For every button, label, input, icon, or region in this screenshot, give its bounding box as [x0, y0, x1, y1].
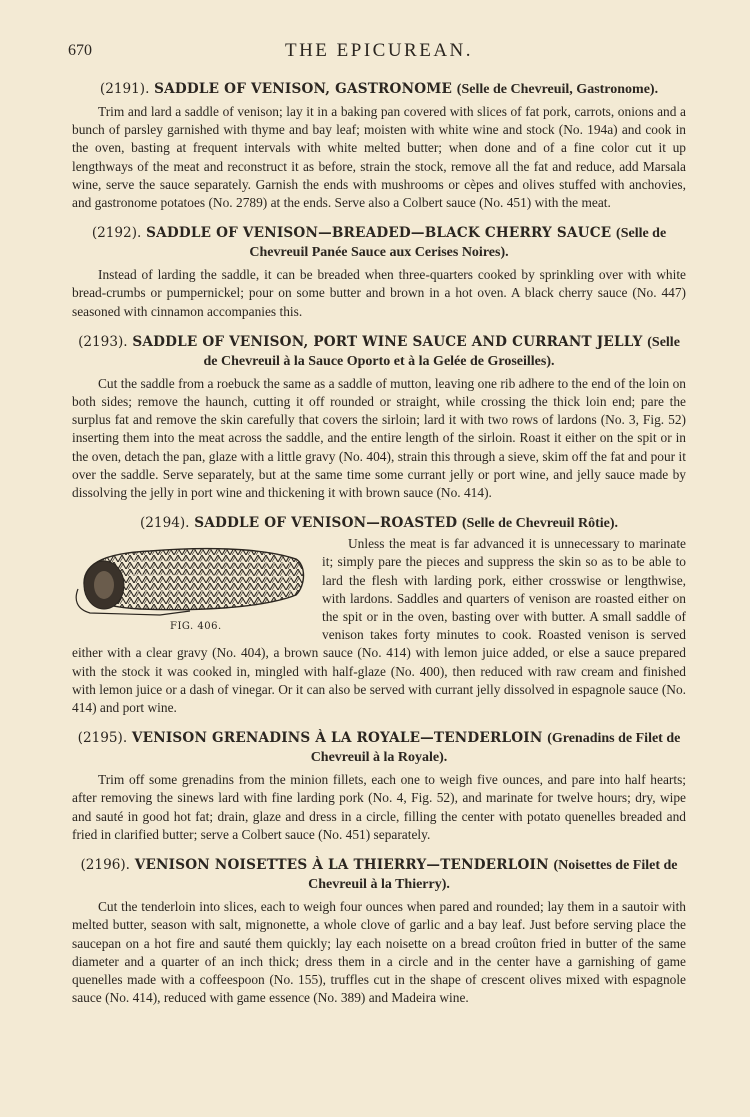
recipe-heading [72, 224, 686, 262]
recipe-body: Cut the tenderloin into slices, each to weigh four ounces when pared and rounded; lay them in a sautoir with melted butter, season with salt, mignonette, a whole clove of garlic and a bay leaf. Just before serving place the saucepan on a hot fire and sauté them quickly; lay each noisette on a bread croûton fried in butter of the same diameter and a quarter of an inch thick; dress them in a circle and in the center have a garnishing of game quenelles made with a coffeespoon (No. 155), truffles cut in the shape of crescent olives mixed with espagnole sauce (No. 414), reduced with game essence (No. 389) and Madeira wine. [72, 899, 686, 1006]
recipe-number: (2191). [99, 81, 150, 97]
recipe-number: (2194). [139, 515, 190, 532]
recipe-body: Unless the meat is far advanced it is unnecessary to marinate it; simply pare the pieces and suppress the skin so as to be able to lard the flesh with larding pork, either crosswise or lengthwise, with lardons. Saddles and quarters of venison are roasted either on the spit or in the oven, basting over with butter. A small saddle of venison takes forty minutes to cook. Roasted venison is served either with a clear gravy (No. 404), a brown sauce (No. 414) with lemon juice added, or else a sauce prepared with the stock it was cooked in, mingled with half-glaze (No. 400), then reduced with raw cream and finished with lemon juice or a dash of vinegar. Or it can also be served with currant jelly dissolved in espagnole sauce (No. 414) and port wine. [72, 536, 686, 716]
recipe-french-title: (Noisettes de Filet de Chevreuil à la Thierry). [308, 858, 678, 893]
recipe-2192 [72, 224, 686, 321]
recipe-heading [72, 856, 686, 894]
recipe-number: (2195). [77, 730, 128, 747]
recipe-heading [72, 514, 686, 533]
recipe-number: (2192). [91, 225, 142, 242]
page-number: 670 [68, 42, 92, 59]
recipe-2196 [72, 856, 686, 1007]
recipe-2194 [72, 514, 686, 717]
recipe-title: SADDLE OF VENISON, PORT WINE SAUCE AND CURRANT JELLY [132, 333, 643, 350]
recipe-2193 [72, 333, 686, 502]
recipe-title: VENISON NOISETTES À LA THIERRY—TENDERLOIN [134, 857, 549, 874]
recipe-number: (2193). [78, 333, 128, 350]
book-title: THE EPICUREAN. [284, 40, 474, 61]
recipe-title: SADDLE OF VENISON, GASTRONOME [154, 81, 453, 97]
recipe-french-title: (Selle de Chevreuil, Gastronome). [456, 82, 659, 97]
recipe-heading [72, 333, 686, 371]
running-head [68, 38, 686, 68]
recipe-body: Trim off some grenadins from the minion fillets, each one to weigh five ounces, and pare into half hearts; after removing the sinews lard with fine larding pork (No. 4, Fig. 52), and marinate for twelve hours; dry, wipe and sauté in good hot fat; drain, glaze and dress in a circle, filling the center with potato quenelles breaded and fried in clarified butter; serve a Colbert sauce (No. 451) separately. [72, 772, 686, 842]
recipe-body: Cut the saddle from a roebuck the same as a saddle of mutton, leaving one rib adhere to the end of the loin on both sides; remove the haunch, cutting it off rounded or straight, while crossing the thick loin end; pare the surplus fat and remove the skin carefully that covers the sirloin; lard it with two rows of lardons (No. 3, Fig. 52) inserting them into the meat across the saddle, and the entire length of the sirloin. Roast it either on the spit or in the oven, detach the pan, glaze with a little gravy (No. 404), strain this through a sieve, skim off the fat and pour it over the saddle. Serve separately, but at the same time some currant jelly or port wine, and jelly sauce made by dissolving the jelly in port wine and thickening it with brown sauce (No. 414). [72, 375, 686, 501]
recipe-french-title: (Selle de Chevreuil à la Sauce Oporto et à la Gelée de Groseilles). [203, 334, 680, 369]
recipe-body: Instead of larding the saddle, it can be breaded when three-quarters cooked by sprinkling over with white bread-crumbs or pumpernickel; pour on some butter and brown in a hot oven. A black cherry sauce (No. 447) seasoned with cinnamon accompanies this. [72, 267, 686, 319]
recipe-2195 [72, 729, 686, 844]
larded-saddle-illustration [70, 541, 308, 619]
recipe-title: VENISON GRENADINS À LA ROYALE—TENDERLOIN [131, 730, 543, 747]
figure-caption: FIG. 406. [170, 621, 222, 633]
recipe-title: SADDLE OF VENISON—ROASTED [194, 515, 458, 532]
recipe-heading [72, 80, 686, 99]
recipe-french-title: (Selle de Chevreuil Panée Sauce aux Cerises Noires). [249, 226, 667, 261]
recipe-body: Trim and lard a saddle of venison; lay it in a baking pan covered with slices of fat pork, carrots, onions and a bunch of parsley garnished with thyme and bay leaf; moisten with white wine and stock (No. 194a) and cook in the oven, basting at frequent intervals with white melted butter; when done and of a fine color cut it up lengthways of the meat and reconstruct it as before, strain the stock, remove all the fat and reduce, add Marsala wine, serve the sauce separately. Garnish the ends with mushrooms or cèpes and olives stuffed with anchovies, and gastronome potatoes (No. 2789) at the ends. Serve also a Colbert sauce (No. 451) with the meat. [72, 104, 686, 211]
recipe-french-title: (Selle de Chevreuil Rôtie). [461, 516, 618, 532]
recipe-heading [72, 729, 686, 767]
recipe-2191 [72, 80, 686, 212]
recipe-number: (2196). [80, 857, 131, 874]
recipe-french-title: (Grenadins de Filet de Chevreuil à la Royale). [310, 731, 681, 766]
saddle-of-venison-figure [70, 541, 308, 641]
recipe-title: SADDLE OF VENISON—BREADED—BLACK CHERRY SAUCE [146, 225, 612, 242]
